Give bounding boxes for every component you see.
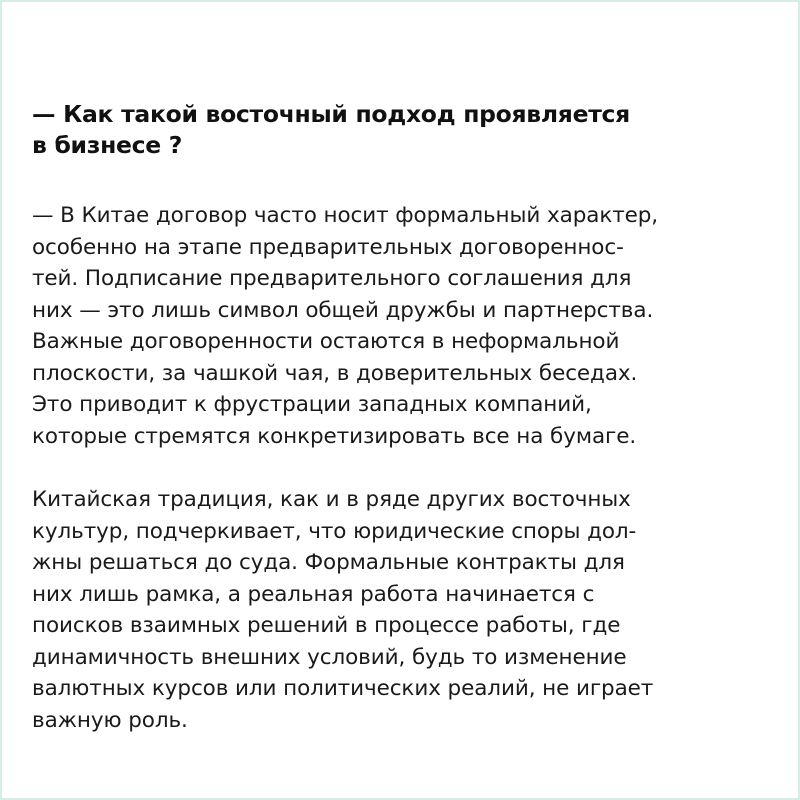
text-line: — В Китае договор часто носит формальный характер, — [32, 203, 659, 228]
answer-paragraph-2 — [32, 484, 787, 736]
question-line: — Как такой восточный подход проявляется — [32, 100, 630, 128]
text-line: жны решаться до суда. Формальные контракты для — [32, 550, 625, 575]
answer-paragraph-1 — [32, 200, 787, 452]
text-line: них — это лишь символ общей дружбы и партнерства. — [32, 297, 654, 323]
text-line: Важные договоренности остаются в неформальной — [32, 329, 620, 354]
text-line: динамичность внешних условий, будь то изменение — [32, 644, 627, 670]
text-line: поисков взаимных решений в процессе работы, где — [32, 613, 621, 638]
text-line: особенно на этапе предварительных договореннос- — [32, 234, 624, 260]
text-line: важную роль. — [32, 707, 188, 733]
interview-question — [32, 99, 787, 161]
question-line: в бизнесе ? — [32, 131, 183, 159]
text-line: Китайская традиция, как и в ряде других восточных — [32, 487, 631, 512]
text-line: тей. Подписание предварительного соглашения для — [32, 266, 632, 291]
text-line: культур, подчеркивает, что юридические споры дол- — [32, 518, 637, 544]
text-line: которые стремятся конкретизировать все на бумаге. — [32, 423, 637, 449]
text-line: них лишь рамка, а реальная работа начинается с — [32, 581, 595, 607]
text-line: плоскости, за чашкой чая, в доверительных беседах. — [32, 360, 638, 386]
text-line: валютных курсов или политических реалий, не играет — [32, 676, 654, 701]
text-line: Это приводит к фрустрации западных компаний, — [32, 392, 592, 417]
article-content — [32, 99, 787, 736]
